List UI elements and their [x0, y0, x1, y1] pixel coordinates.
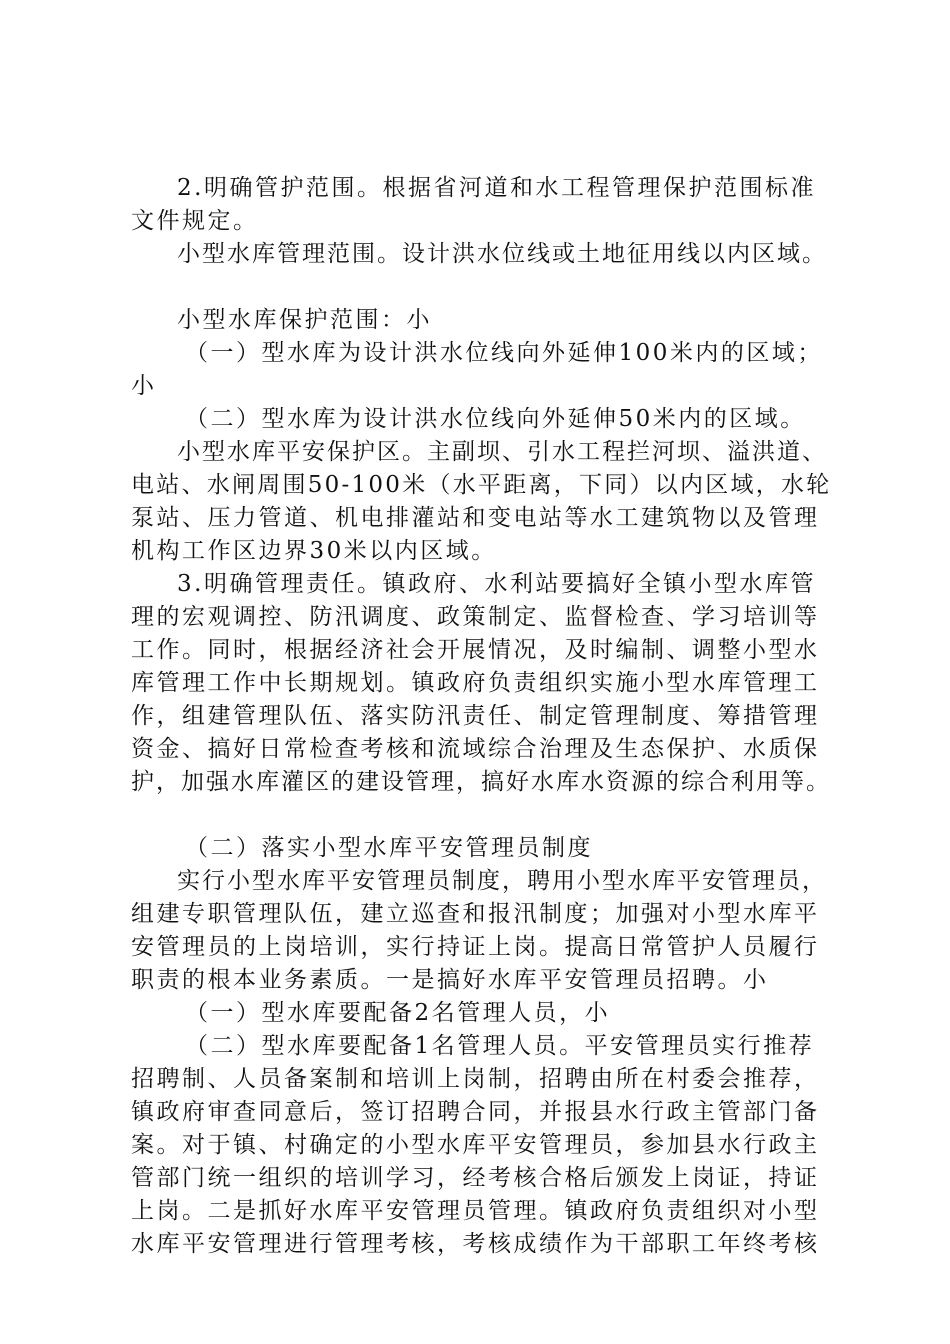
paragraph-line: 组建专职管理队伍，建立巡查和报汛制度；加强对小型水库平 [131, 901, 820, 927]
paragraph-line: 招聘制、人员备案制和培训上岗制，招聘由所在村委会推荐， [131, 1066, 820, 1092]
blank-line [131, 271, 831, 304]
paragraph-line: 资金、搞好日常检查考核和流域综合治理及生态保护、水质保 [131, 736, 820, 762]
paragraph-line: 上岗。二是抓好水库平安管理员管理。镇政府负责组织对小型 [131, 1198, 820, 1224]
paragraph-line: 管部门统一组织的培训学习，经考核合格后颁发上岗证，持证 [131, 1165, 820, 1191]
paragraph-line: 泵站、压力管道、机电排灌站和变电站等水工建筑物以及管理 [131, 505, 820, 531]
paragraph-line: 文件规定。 [131, 208, 259, 234]
paragraph-line: 安管理员的上岗培训，实行持证上岗。提高日常管护人员履行 [131, 934, 820, 960]
paragraph-line: 库管理工作中长期规划。镇政府负责组织实施小型水库管理工 [131, 670, 820, 696]
paragraph-line: 实行小型水库平安管理员制度，聘用小型水库平安管理员， [177, 868, 827, 894]
paragraph-line: （一）型水库要配备2名管理人员，小 [185, 1000, 611, 1026]
paragraph-line: 职责的根本业务素质。一是搞好水库平安管理员招聘。小 [131, 967, 769, 993]
paragraph-line: 护，加强水库灌区的建设管理，搞好水库水资源的综合利用等。 [131, 769, 831, 795]
paragraph-line: 机构工作区边界30米以内区域。 [131, 538, 497, 564]
paragraph-line: （二）型水库要配备1名管理人员。平安管理员实行推荐 [185, 1033, 815, 1059]
paragraph-line: 小型水库平安保护区。主副坝、引水工程拦河坝、溢洪道、 [177, 439, 827, 465]
blank-line [131, 799, 831, 832]
document-body [131, 172, 831, 1261]
paragraph-line: 小型水库管理范围。设计洪水位线或土地征用线以内区域。 [177, 241, 827, 267]
paragraph-line: 理的宏观调控、防汛调度、政策制定、监督检查、学习培训等 [131, 604, 820, 630]
paragraph-line: 案。对于镇、村确定的小型水库平安管理员，参加县水行政主 [131, 1132, 820, 1158]
paragraph-line: 作，组建管理队伍、落实防汛责任、制定管理制度、筹措管理 [131, 703, 820, 729]
paragraph-line: 小 [131, 373, 157, 399]
paragraph-line: 电站、水闸周围50-100米（水平距离，下同）以内区域，水轮 [131, 472, 832, 498]
paragraph-line: 工作。同时，根据经济社会开展情况，及时编制、调整小型水 [131, 637, 820, 663]
paragraph-line: （二）型水库为设计洪水位线向外延伸50米内的区域。 [185, 406, 806, 432]
section-heading: （二）落实小型水库平安管理员制度 [185, 835, 593, 861]
paragraph-line: 2.明确管护范围。根据省河道和水工程管理保护范围标准 [177, 175, 816, 201]
paragraph-line: （一）型水库为设计洪水位线向外延伸100米内的区域； [185, 340, 823, 366]
paragraph-line: 镇政府审查同意后，签订招聘合同，并报县水行政主管部门备 [131, 1099, 820, 1125]
paragraph-line: 3.明确管理责任。镇政府、水利站要搞好全镇小型水库管 [177, 571, 816, 597]
paragraph-line: 小型水库保护范围：小 [177, 307, 432, 333]
paragraph-line: 水库平安管理进行管理考核，考核成绩作为干部职工年终考核 [131, 1231, 820, 1257]
